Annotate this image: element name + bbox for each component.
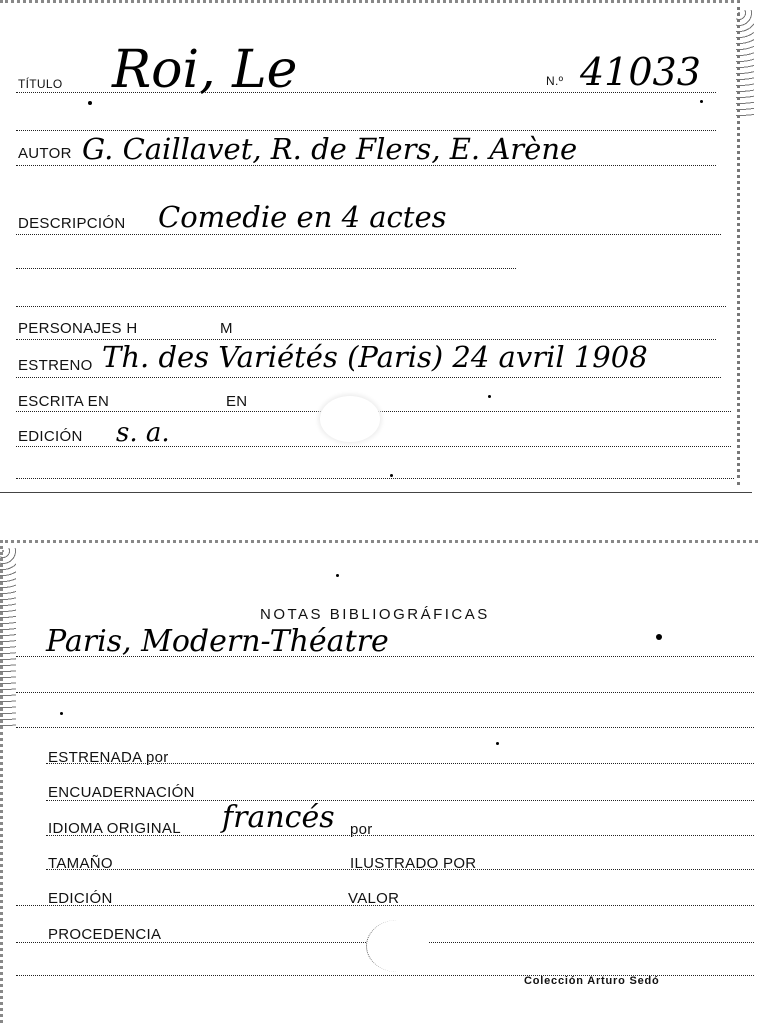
rule-descripcion [16, 234, 721, 235]
rule-autor [16, 130, 716, 131]
procedencia-label: PROCEDENCIA [48, 926, 162, 943]
ink-dot [496, 742, 499, 745]
valor-label: VALOR [348, 890, 400, 907]
autor-label: AUTOR [18, 145, 72, 162]
paper-edge-speckles [0, 548, 16, 728]
encuadernacion-label: ENCUADERNACIÓN [48, 784, 195, 801]
rule-estreno [16, 377, 721, 378]
card-separator [0, 492, 752, 493]
ink-smudge [366, 920, 429, 972]
rule-notas-2 [16, 692, 754, 693]
escrita-en-label: EN [226, 393, 248, 410]
ink-dot [488, 395, 491, 398]
idioma-value: francés [222, 800, 335, 835]
titulo-value: Roi, Le [112, 40, 298, 100]
paper-edge-speckles [736, 10, 754, 120]
notas-value: Paris, Modern-Théatre [46, 624, 389, 659]
edicion-label: EDICIÓN [18, 428, 83, 445]
numero-value: 41033 [580, 50, 701, 94]
ink-dot [656, 634, 662, 640]
edicion-value: s. a. [116, 418, 170, 448]
ink-dot [700, 100, 703, 103]
ilustrado-label: ILUSTRADO POR [350, 855, 477, 872]
titulo-label: TÍTULO [18, 77, 63, 91]
rule-notas-3 [16, 727, 754, 728]
personajes-m-label: M [220, 320, 233, 337]
edicion2-label: EDICIÓN [48, 890, 113, 907]
descripcion-label: DESCRIPCIÓN [18, 215, 126, 232]
tamano-label: TAMAÑO [48, 855, 113, 872]
rule-bottom [16, 478, 734, 479]
rule-notas-1 [16, 656, 754, 657]
notas-title: NOTAS BIBLIOGRÁFICAS [260, 606, 490, 623]
idioma-por-label: por [350, 821, 373, 838]
descripcion-value: Comedie en 4 actes [158, 200, 447, 234]
rule-desc-2 [16, 268, 516, 269]
ink-dot [390, 474, 393, 477]
ink-dot [88, 101, 92, 105]
collection-footer: Colección Arturo Sedó [524, 975, 660, 987]
ink-dot [336, 574, 339, 577]
estrenada-label: ESTRENADA por [48, 749, 169, 766]
rule-desc-3 [16, 306, 726, 307]
idioma-label: IDIOMA ORIGINAL [48, 820, 181, 837]
escrita-label: ESCRITA EN [18, 393, 110, 410]
personajes-label: PERSONAJES H [18, 320, 138, 337]
ink-smudge [320, 396, 380, 442]
ink-dot [60, 712, 63, 715]
autor-value: G. Caillavet, R. de Flers, E. Arène [82, 132, 578, 166]
numero-label: N.º [546, 74, 564, 88]
estreno-value: Th. des Variétés (Paris) 24 avril 1908 [102, 340, 648, 374]
estreno-label: ESTRENO [18, 357, 93, 374]
